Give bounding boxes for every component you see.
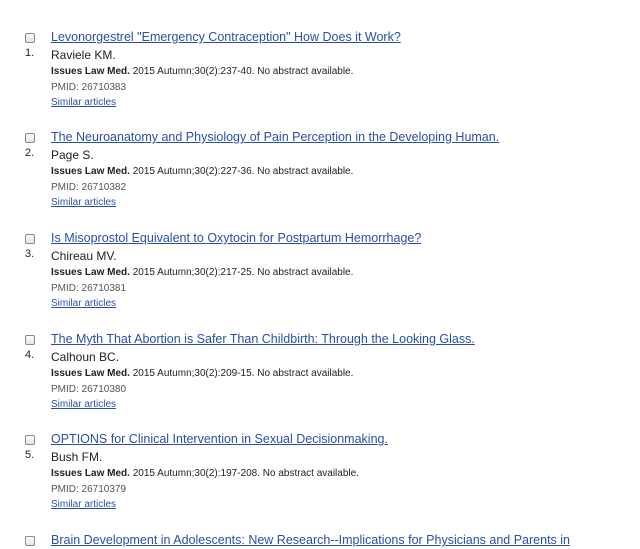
result-title-link[interactable]: Is Misoprostol Equivalent to Oxytocin for Postpartum Hemorrhage? [51,231,422,245]
journal-name: Issues Law Med. [51,468,130,479]
citation-details: 2015 Autumn;30(2):209-15. No abstract available. [129,368,354,379]
result-authors: Chireau MV. [51,249,117,263]
result-source [51,267,353,278]
citation-details: 2015 Autumn;30(2):237-40. No abstract available. [129,66,354,77]
result-title-link[interactable]: Brain Development in Adolescents: New Research--Implications for Physicians and Parents in [51,533,570,547]
result-checkbox[interactable] [25,536,35,546]
result-pmid: PMID: 26710379 [51,484,127,495]
result-number: 5. [25,449,35,461]
result-number: 1. [25,47,35,59]
result-checkbox[interactable] [25,435,35,445]
result-authors: Raviele KM. [51,48,116,62]
result-authors: Page S. [51,148,94,162]
citation-details: 2015 Autumn;30(2):227-36. No abstract available. [129,166,354,177]
result-item [0,231,640,331]
result-authors: Bush FM. [51,450,103,464]
result-title-link[interactable]: OPTIONS for Clinical Intervention in Sexual Decisionmaking. [51,432,388,446]
journal-name: Issues Law Med. [51,166,130,177]
similar-articles-link[interactable]: Similar articles [51,499,117,510]
result-number: 4. [25,349,35,361]
result-number: 3. [25,248,35,260]
result-checkbox[interactable] [25,33,35,43]
result-item [0,432,640,532]
result-item [0,30,640,130]
result-pmid: PMID: 26710381 [51,283,127,294]
result-pmid: PMID: 26710383 [51,82,127,93]
result-title-link[interactable]: The Myth That Abortion is Safer Than Childbirth: Through the Looking Glass. [51,332,475,346]
result-item [0,130,640,230]
result-source [51,368,353,379]
journal-name: Issues Law Med. [51,66,130,77]
similar-articles-link[interactable]: Similar articles [51,197,117,208]
similar-articles-link[interactable]: Similar articles [51,298,117,309]
result-item [0,332,640,432]
result-pmid: PMID: 26710380 [51,384,127,395]
citation-details: 2015 Autumn;30(2):217-25. No abstract available. [129,267,354,278]
citation-details: 2015 Autumn;30(2):197-208. No abstract available. [129,468,359,479]
result-source [51,66,353,77]
result-checkbox[interactable] [25,335,35,345]
result-item [0,533,640,549]
result-checkbox[interactable] [25,234,35,244]
result-checkbox[interactable] [25,133,35,143]
similar-articles-link[interactable]: Similar articles [51,97,117,108]
result-title-link[interactable]: The Neuroanatomy and Physiology of Pain Perception in the Developing Human. [51,130,500,144]
similar-articles-link[interactable]: Similar articles [51,399,117,410]
journal-name: Issues Law Med. [51,267,130,278]
journal-name: Issues Law Med. [51,368,130,379]
result-source [51,468,359,479]
result-source [51,166,353,177]
result-title-link[interactable]: Levonorgestrel "Emergency Contraception" How Does it Work? [51,30,401,44]
result-number: 2. [25,147,35,159]
result-authors: Calhoun BC. [51,350,120,364]
result-pmid: PMID: 26710382 [51,182,127,193]
